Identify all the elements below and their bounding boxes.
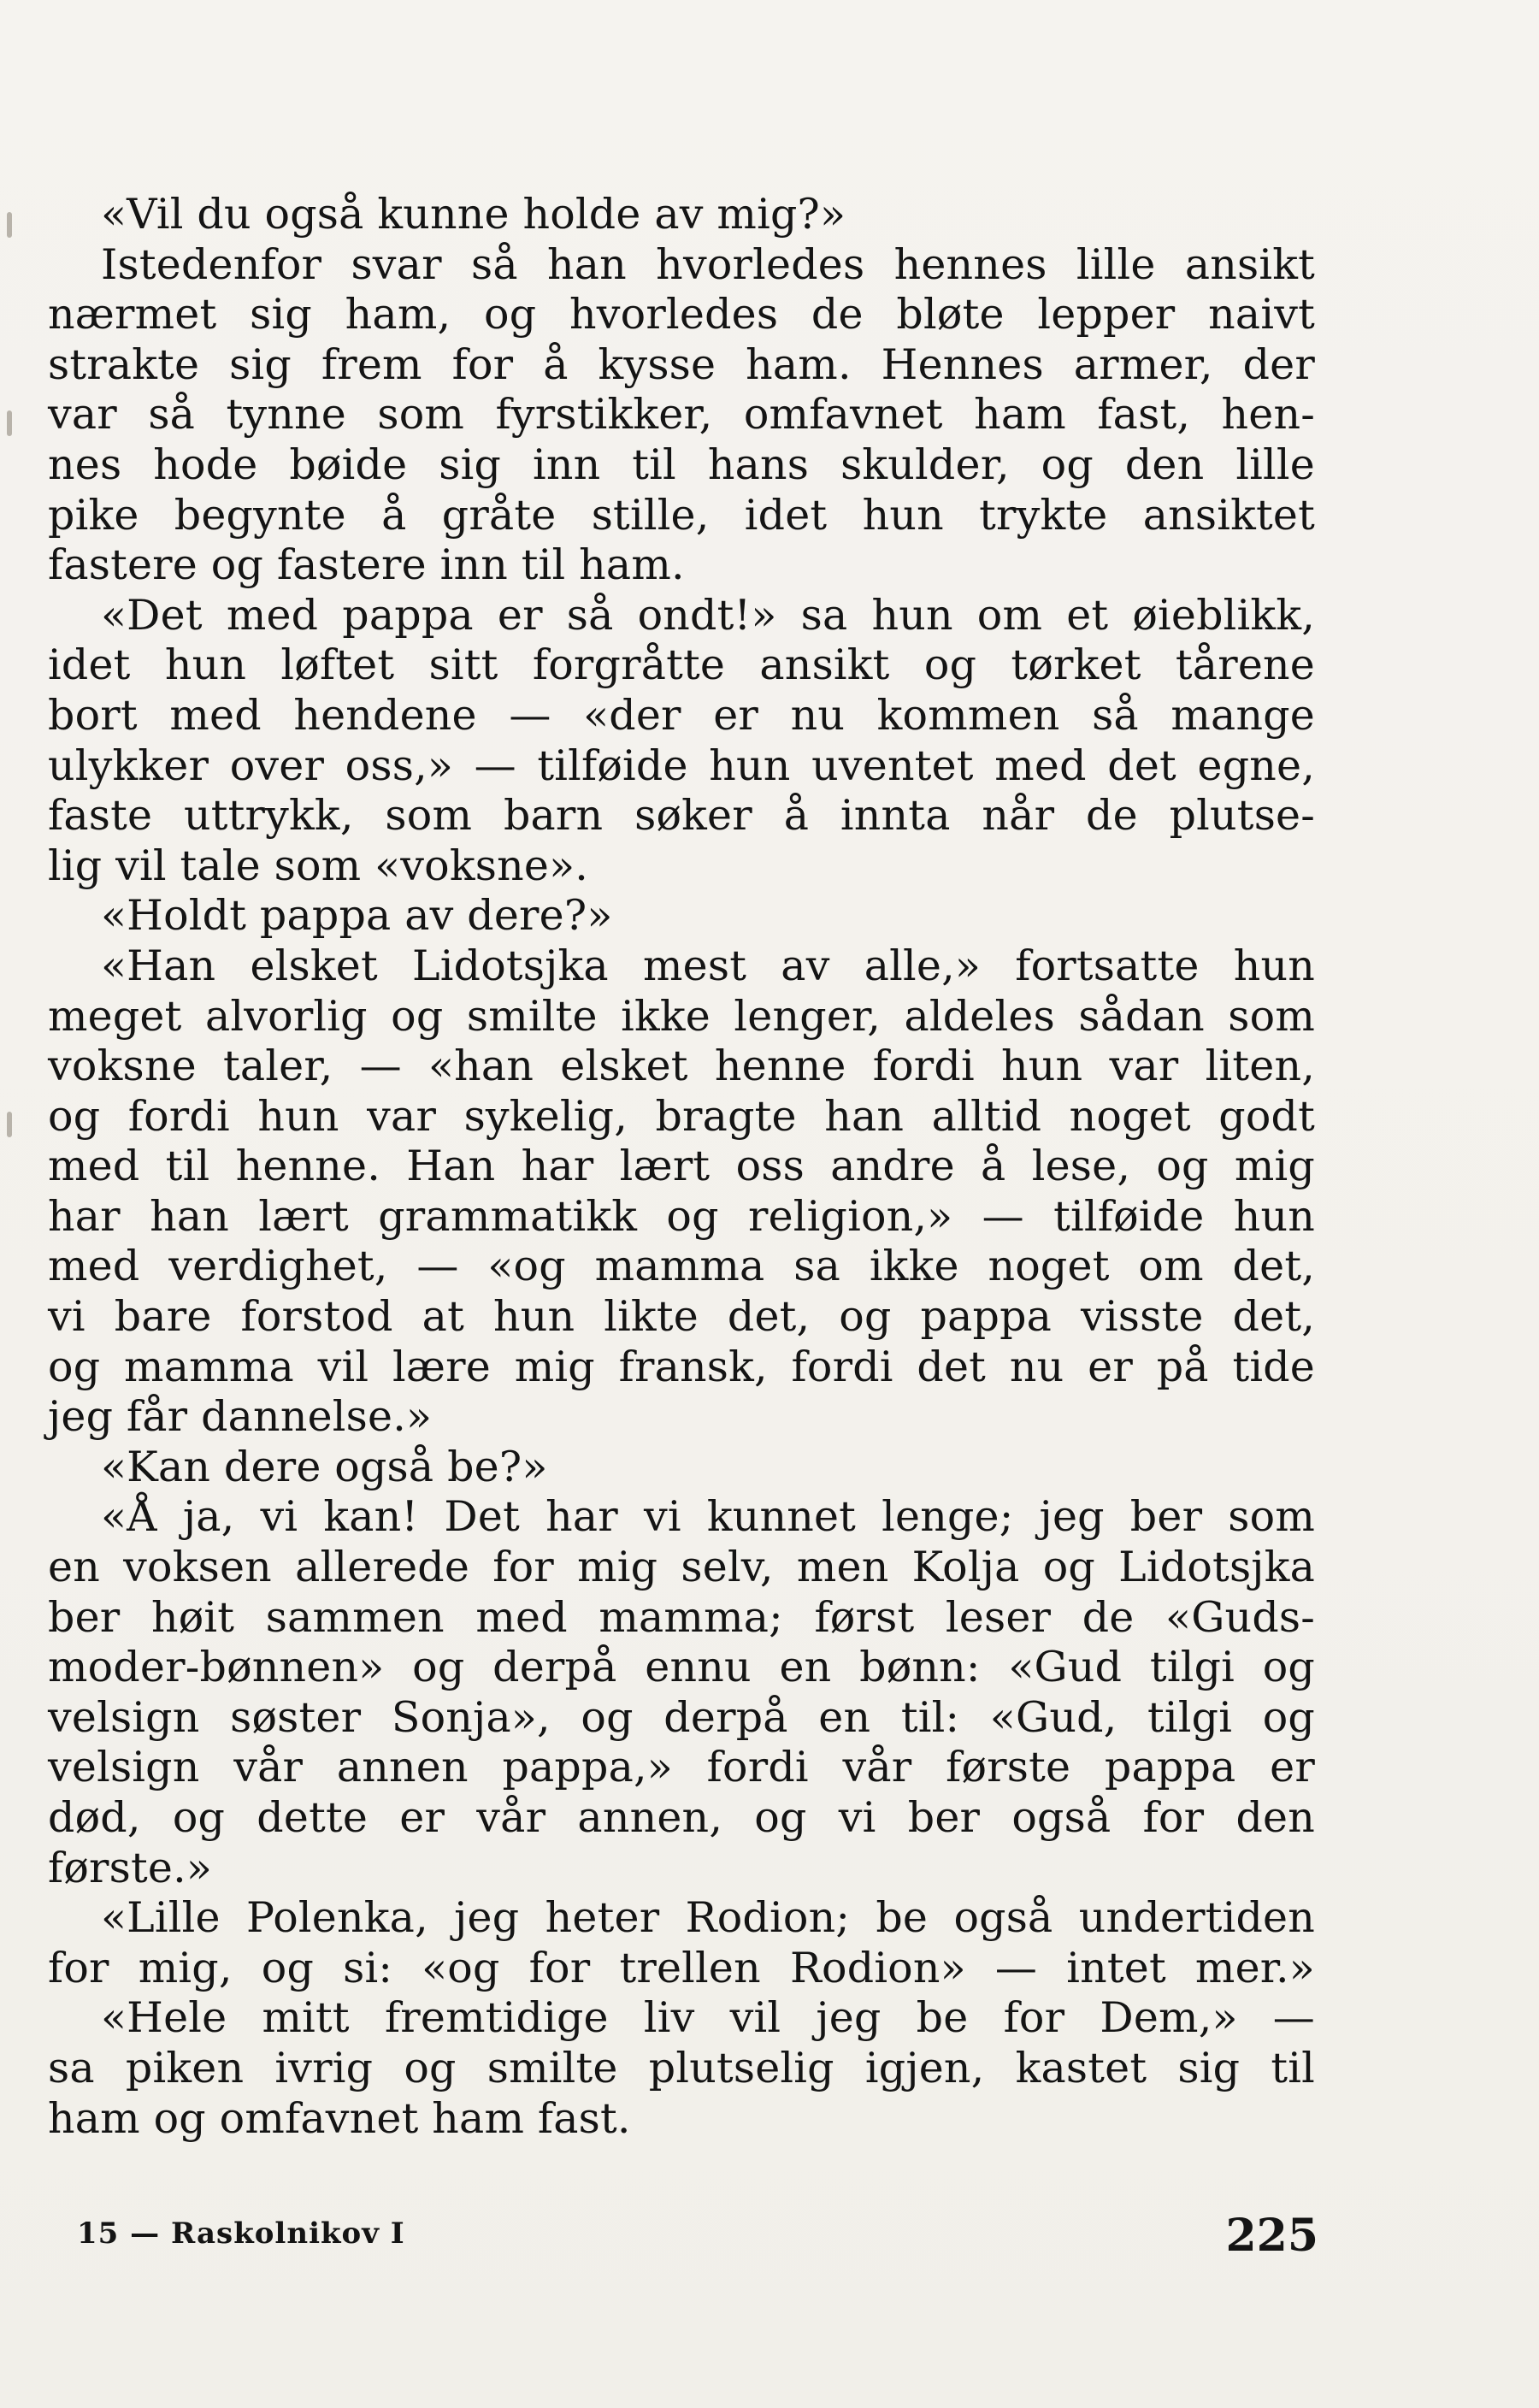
text-line: idet hun løftet sitt forgråtte ansikt og tørket tårene: [48, 640, 1315, 690]
text-line: Istedenfor svar så han hvorledes hennes lille ansikt: [101, 239, 1315, 289]
text-line: velsign vår annen pappa,» fordi vår første pappa er: [48, 1743, 1315, 1792]
text-line: «Holdt pappa av dere?»: [101, 891, 613, 941]
text-line: død, og dette er vår annen, og vi ber også for den: [48, 1793, 1315, 1842]
margin-mark: [7, 212, 12, 238]
text-line: meget alvorlig og smilte ikke lenger, aldeles sådan som: [48, 991, 1315, 1041]
margin-mark: [7, 410, 12, 436]
text-line: «Hele mitt fremtidige liv vil jeg be for Dem,» —: [101, 1993, 1315, 2043]
text-line: voksne taler, — «han elsket henne fordi hun var liten,: [48, 1042, 1315, 1091]
text-line: og fordi hun var sykelig, bragte han alltid noget godt: [48, 1091, 1315, 1141]
text-line: fastere og fastere inn til ham.: [48, 540, 685, 590]
text-line: og mamma vil lære mig fransk, fordi det nu er på tide: [48, 1342, 1315, 1391]
text-line: strakte sig frem for å kysse ham. Hennes armer, der: [48, 339, 1315, 389]
text-line: med verdighet, — «og mamma sa ikke noget om det,: [48, 1242, 1315, 1291]
text-line: bort med hendene — «der er nu kommen så mange: [48, 690, 1315, 740]
body-text: [48, 190, 1315, 2144]
text-line: sa piken ivrig og smilte plutselig igjen, kastet sig til: [48, 2043, 1315, 2092]
text-line: «Det med pappa er så ondt!» sa hun om et øieblikk,: [101, 590, 1315, 640]
printer-signature: 15 — Raskolnikov I: [77, 2216, 405, 2251]
text-line: ber høit sammen med mamma; først leser de «Guds-: [48, 1592, 1315, 1642]
margin-mark: [7, 1112, 12, 1137]
text-line: «Lille Polenka, jeg heter Rodion; be også undertiden: [101, 1893, 1315, 1943]
text-line: var så tynne som fyrstikker, omfavnet ham fast, hen-: [48, 390, 1315, 440]
text-line: vi bare forstod at hun likte det, og pappa visste det,: [48, 1292, 1315, 1342]
text-line: med til henne. Han har lært oss andre å lese, og mig: [48, 1142, 1315, 1191]
text-line: «Han elsket Lidotsjka mest av alle,» fortsatte hun: [101, 941, 1315, 990]
text-line: lig vil tale som «voksne».: [48, 841, 589, 890]
text-line: jeg får dannelse.»: [48, 1392, 433, 1442]
page-number: 225: [1225, 2210, 1318, 2262]
text-line: «Vil du også kunne holde av mig?»: [101, 190, 846, 239]
text-line: har han lært grammatikk og religion,» — tilføide hun: [48, 1191, 1315, 1241]
text-line: nærmet sig ham, og hvorledes de bløte lepper naivt: [48, 290, 1315, 339]
text-line: «Å ja, vi kan! Det har vi kunnet lenge; jeg ber som: [101, 1492, 1315, 1542]
page-footer: [77, 2210, 1318, 2269]
text-line: ham og omfavnet ham fast.: [48, 2093, 631, 2143]
text-line: pike begynte å gråte stille, idet hun trykte ansiktet: [48, 490, 1315, 540]
text-line: faste uttrykk, som barn søker å innta når de plutse-: [48, 791, 1315, 841]
text-line: ulykker over oss,» — tilføide hun uventet med det egne,: [48, 741, 1315, 790]
text-line: en voksen allerede for mig selv, men Kolja og Lidotsjka: [48, 1543, 1315, 1592]
text-line: velsign søster Sonja», og derpå en til: «Gud, tilgi og: [48, 1692, 1315, 1742]
text-line: moder-bønnen» og derpå ennu en bønn: «Gud tilgi og: [48, 1643, 1315, 1692]
text-line: «Kan dere også be?»: [101, 1442, 548, 1491]
text-line: første.»: [48, 1843, 213, 1892]
text-line: for mig, og si: «og for trellen Rodion» — intet mer.»: [48, 1943, 1315, 1992]
text-line: nes hode bøide sig inn til hans skulder, og den lille: [48, 440, 1315, 489]
